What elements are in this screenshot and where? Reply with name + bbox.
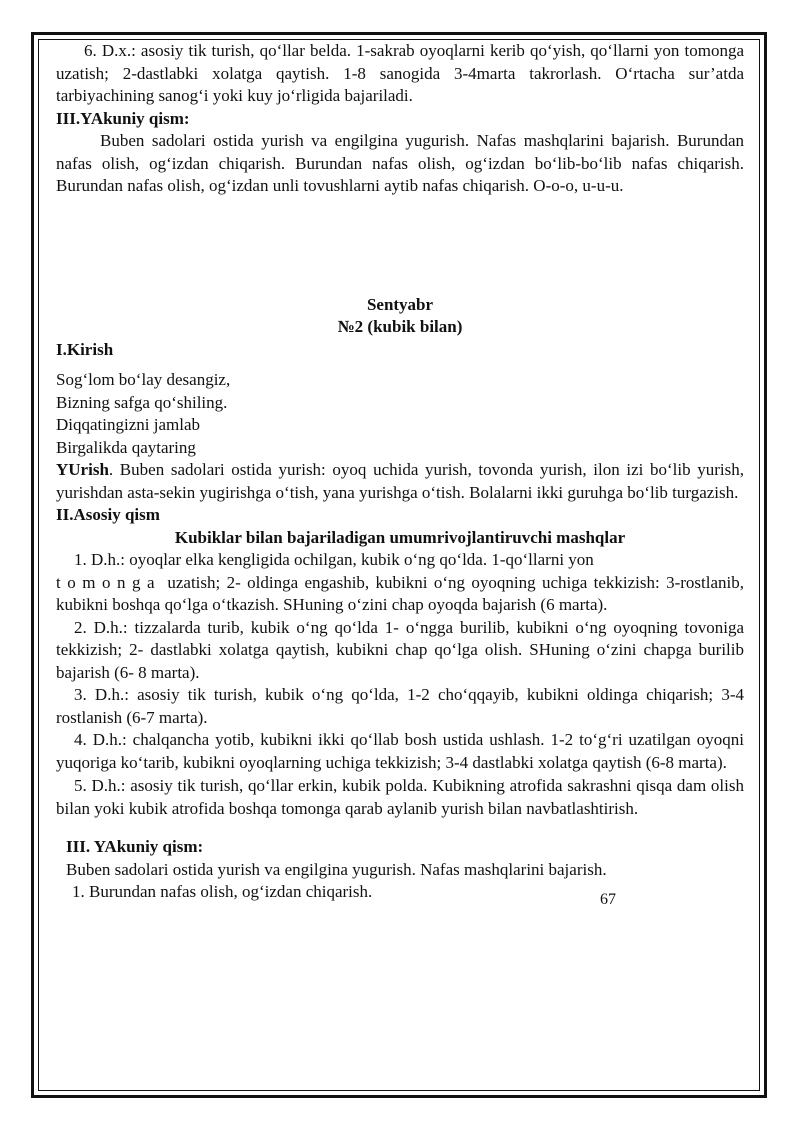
exercise-4-paragraph: 4. D.h.: chalqancha yotib, kubikni ikki qo‘llab bosh ustida ushlash. 1-2 to‘g‘ri uzatilgan oyoqni yuqoriga ko‘tarib, kubikni oyoqlarning uchiga tekkizish; 3-4 dastlabki xolatga qaytish (6-8 marta). bbox=[56, 730, 744, 772]
walking-text: . Buben sadolari ostida yurish: oyoq uchida yurish, tovonda yurish, ilon izi bo‘lib yurish, yurishdan asta-sekin yugirishga o‘tish, yana yurishga o‘tish. Bolalarni ikki guruhga bo‘lib turgazish. bbox=[56, 460, 744, 502]
intro-heading: I.Kirish bbox=[56, 339, 114, 359]
exercise-5-paragraph: 5. D.h.: asosiy tik turish, qo‘llar erkin, kubik polda. Kubikning atrofida sakrashni qisqa dam olish bilan yoki kubik atrofida boshqa tomonga qarab aylanib yurish bilan navbatlashtirish. bbox=[56, 776, 744, 818]
final-part-heading-bottom: III. YAkuniy qism: bbox=[66, 837, 204, 856]
month-title: Sentyabr bbox=[366, 294, 434, 314]
main-part-heading: II.Asosiy qism bbox=[56, 505, 160, 524]
walking-label: YUrish bbox=[56, 460, 109, 479]
page-number: 67 bbox=[600, 891, 616, 908]
exercise-2-paragraph: 2. D.h.: tizzalarda turib, kubik o‘ng qo‘lda 1- o‘ngga burilib, kubikni o‘ng oyoqning tovoniga tekkizish; 2- dastlabki xolatga qaytish, kubikni chap qo‘lga olish. SHuning o‘zini chapga burilib bajarish (6- 8 marta). bbox=[56, 617, 744, 682]
final-part-text-bottom: Buben sadolari ostida yurish va engilgina yugurish. Nafas mashqlarini bajarish. bbox=[66, 859, 607, 879]
walking-paragraph bbox=[56, 459, 744, 504]
spacer bbox=[56, 198, 744, 294]
exercise-1-rest: uzatish; 2- oldinga engashib, kubikni o‘ng oyoqning uchiga tekkizish: 3-rostlanib, kubikni boshqa qo‘lga o‘tkazish. SHuning o‘zini chap oyoqda bajarish (6 marta). bbox=[56, 572, 744, 614]
exercise-3-paragraph: 3. D.h.: asosiy tik turish, kubik o‘ng qo‘lda, 1-2 cho‘qqayib, kubikni oldinga chiqarish; 3-4 rostlanish (6-7 marta). bbox=[56, 685, 744, 727]
document-body bbox=[56, 40, 744, 904]
poem-line-1: Sog‘lom bo‘lay desangiz, bbox=[56, 370, 231, 389]
poem-line-4: Birgalikda qaytaring bbox=[56, 437, 196, 457]
exercise-1-spaced-word: tomonga bbox=[56, 572, 161, 592]
final-part-item-1: 1. Burundan nafas olish, og‘izdan chiqarish. bbox=[72, 882, 373, 901]
final-part-text-top: Buben sadolari ostida yurish va engilgina yugurish. Nafas mashqlarini bajarish. Burundan nafas olish, og‘izdan chiqarish. Burundan nafas olish, og‘izdan bo‘lib-bo‘lib nafas chiqarish. Burundan nafas olish, og‘izdan unli tovushlarni aytib nafas chiqarish. O-o-o, u-u-u. bbox=[56, 131, 744, 195]
exercise-6-paragraph: 6. D.x.: asosiy tik turish, qo‘llar belda. 1-sakrab oyoqlarni kerib qo‘yish, qo‘llarni yon tomonga uzatish; 2-dastlabki xolatga qaytish. 1-8 sanogida 3-4marta takrorlash. O‘rtacha sur’atda tarbiyachining sanog‘i yoki kuy jo‘rligida bajariladi. bbox=[56, 41, 744, 105]
exercise-1-line-1: 1. D.h.: oyoqlar elka kengligida ochilgan, kubik o‘ng qo‘lda. 1-qo‘llarni yon bbox=[74, 550, 594, 569]
lesson-number-title: №2 (kubik bilan) bbox=[337, 317, 463, 336]
poem-line-3: Diqqatingizni jamlab bbox=[56, 415, 200, 434]
poem-line-2: Bizning safga qo‘shiling. bbox=[56, 392, 228, 412]
exercise-1-continued bbox=[56, 572, 744, 617]
final-part-heading-top: III.YAkuniy qism: bbox=[56, 108, 190, 128]
exercises-subheading: Kubiklar bilan bajariladigan umumrivojlantiruvchi mashqlar bbox=[174, 527, 626, 547]
